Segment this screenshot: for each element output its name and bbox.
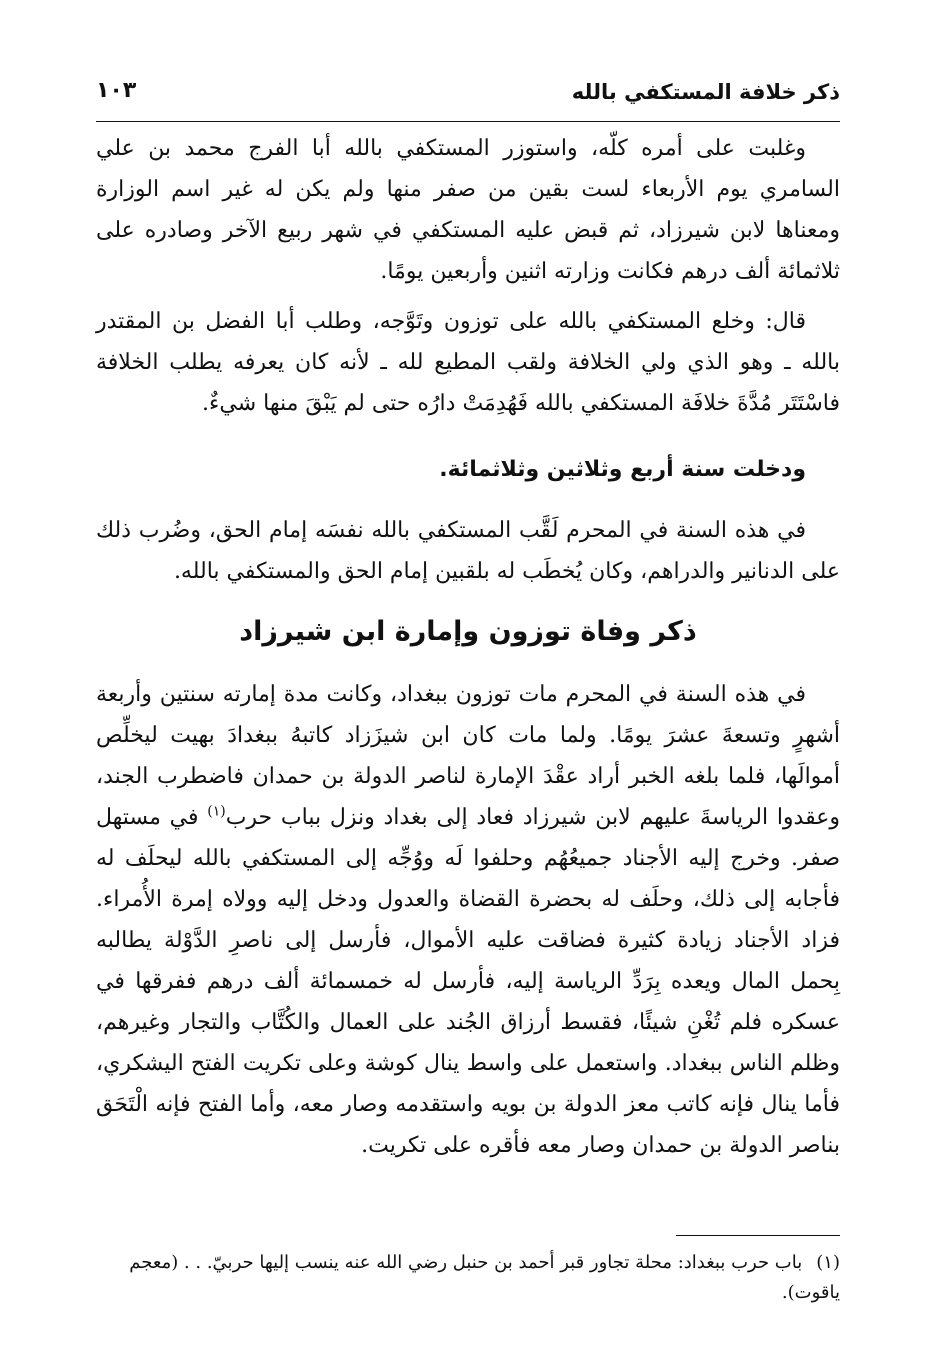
- footnote-number: (١): [816, 1252, 840, 1273]
- section-heading: ذكر وفاة توزون وإمارة ابن شيرزاد: [239, 616, 697, 647]
- paragraph: وغلبت على أمره كلّه، واستوزر المستكفي بالله أبا الفرج محمد بن علي السامري يوم الأربعاء لست بقين من صفر منها ولم يكن له غير اسم الوزارة ومعناها لابن شيرزاد، ثم قبض عليه المستكفي في شهر ربيع الآخر وصادره على ثلاثمائة ألف درهم فكانت وزارته اثنين وأربعين يومًا.: [96, 136, 840, 284]
- page-number: ١٠٣: [96, 78, 137, 103]
- paragraph: في هذه السنة في المحرم لَقَّب المستكفي بالله نفسَه إمام الحق، وضُرب ذلك على الدنانير والدراهم، وكان يُخطَب له بلقبين إمام الحق والمستكفي بالله.: [96, 518, 840, 584]
- spacer: [96, 490, 840, 510]
- footnote: [96, 1248, 840, 1308]
- footnote-text: باب حرب ببغداد: محلة تجاور قبر أحمد بن حنبل رضي الله عنه ينسب إليها حربيّ. . . (معجم ياقوت).: [129, 1252, 840, 1303]
- paragraph-text: في مستهل صفر. وخرج إليه الأجناد جميعُهُم وحلفوا لَه ووُجِّه إلى المستكفي بالله ليحلَف له فأجابه إلى ذلك، وحلَف له بحضرة القضاة والعدول ودخل إليه وولاه إمرة الأُمراء. فزاد الأجناد زيادة كثيرة فضاقت عليه الأموال، فأرسل إلى ناصرِ الدَّوْلة يطالبه بِحمل المال ويعده بِرَدِّ الرياسة إليه، فأرسل له خمسمائة ألف درهم ففرقها في عسكره فلم تُغْنِ شيئًا، فقسط أرزاق الجُند على العمال والكُتَّاب والتجار وغيرهم، وظلم الناس ببغداد. واستعمل على واسط ينال كوشة وعلى تكريت الفتح اليشكري، فأما ينال فإنه كاتب معز الدولة بن بويه واستقدمه وصار معه، وأما الفتح فإنه الْتَحَق بناصر الدولة بن حمدان وصار معه فأقره على تكريت.: [96, 805, 840, 1158]
- footnotes: [96, 1248, 840, 1308]
- footnote-rule: [676, 1235, 840, 1236]
- page-header: [96, 78, 840, 118]
- paragraph: قال: وخلع المستكفي بالله على توزون وتَوَّجه، وطلب أبا الفضل بن المقتدر بالله ـ وهو الذي ولي الخلافة ولقب المطيع لله ـ لأنه كان يعرفه يطلب الخلافة فاسْتَتَر مُدَّةَ خلافَة المستكفي بالله فَهُدِمَتْ دارُه حتى لم يَبْقَ منها شيءٌ.: [96, 309, 840, 416]
- footnote-reference[interactable]: (١): [207, 803, 226, 820]
- header-rule: [96, 121, 840, 122]
- paragraph: [96, 674, 840, 1166]
- spacer: [96, 292, 840, 301]
- running-title: ذكر خلافة المستكفي بالله: [571, 80, 840, 104]
- paragraph-text: في هذه السنة في المحرم مات توزون ببغداد، وكانت مدة إمارته سنتين وأربعة أشهرٍ وتسعةَ عشرَ يومًا. ولما مات كان ابن شيزَزاد كاتبهُ ببغدادَ بهيت ليخلِّص أموالَها، فلما بلغه الخبر أراد عقْدَ الإمارة لناصر الدولة بن حمدان فاضطرب الجند، وعقدوا الرياسةَ عليهم لابن شيرزاد فعاد إلى بغداد ونزل بباب حرب: [96, 682, 840, 830]
- spacer: [96, 424, 840, 449]
- year-heading: ودخلت سنة أربع وثلاثين وثلاثمائة.: [439, 457, 806, 482]
- main-text: [96, 128, 840, 1166]
